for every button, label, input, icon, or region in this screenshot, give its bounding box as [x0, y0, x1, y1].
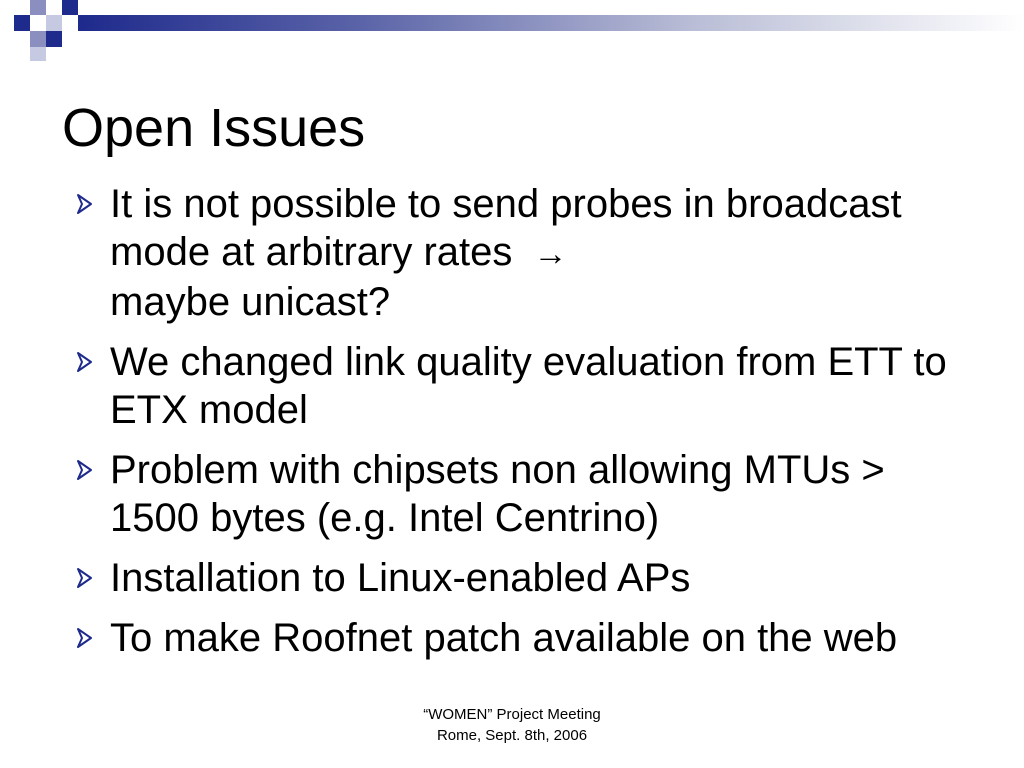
bullet-text: To make Roofnet patch available on the web	[110, 616, 898, 660]
bullet-item	[72, 614, 972, 662]
slide-title: Open Issues	[62, 98, 366, 158]
footer-line-meeting: “WOMEN” Project Meeting	[423, 706, 601, 723]
hollow-arrowhead-icon	[76, 567, 94, 589]
hollow-arrowhead-icon	[76, 459, 94, 481]
deco-square	[30, 31, 46, 47]
bullet-text: We changed link quality evaluation from ETT to ETX model	[110, 340, 947, 432]
deco-square	[46, 15, 62, 31]
bullet-continuation: maybe unicast?	[110, 280, 391, 324]
deco-square	[14, 15, 30, 31]
footer-text	[412, 704, 612, 746]
deco-square	[46, 31, 62, 47]
bullet-item	[72, 446, 972, 542]
bullet-list	[72, 180, 972, 674]
footer-line-date: Rome, Sept. 8th, 2006	[436, 727, 588, 744]
header-decoration	[0, 0, 1024, 64]
bullet-text: Problem with chipsets non allowing MTUs > 1500 bytes (e.g. Intel Centrino)	[110, 448, 885, 540]
right-arrow-icon: →	[533, 235, 568, 273]
deco-square	[62, 0, 78, 15]
header-gradient-bar	[78, 15, 1024, 31]
hollow-arrowhead-icon	[76, 351, 94, 373]
bullet-text: Installation to Linux-enabled APs	[110, 556, 691, 600]
hollow-arrowhead-icon	[76, 627, 94, 649]
deco-square	[30, 0, 46, 15]
bullet-item	[72, 338, 972, 434]
bullet-item	[72, 180, 972, 326]
bullet-text: It is not possible to send probes in broadcast mode at arbitrary rates	[110, 182, 902, 274]
hollow-arrowhead-icon	[76, 193, 94, 215]
deco-square	[30, 47, 46, 61]
bullet-item	[72, 554, 972, 602]
